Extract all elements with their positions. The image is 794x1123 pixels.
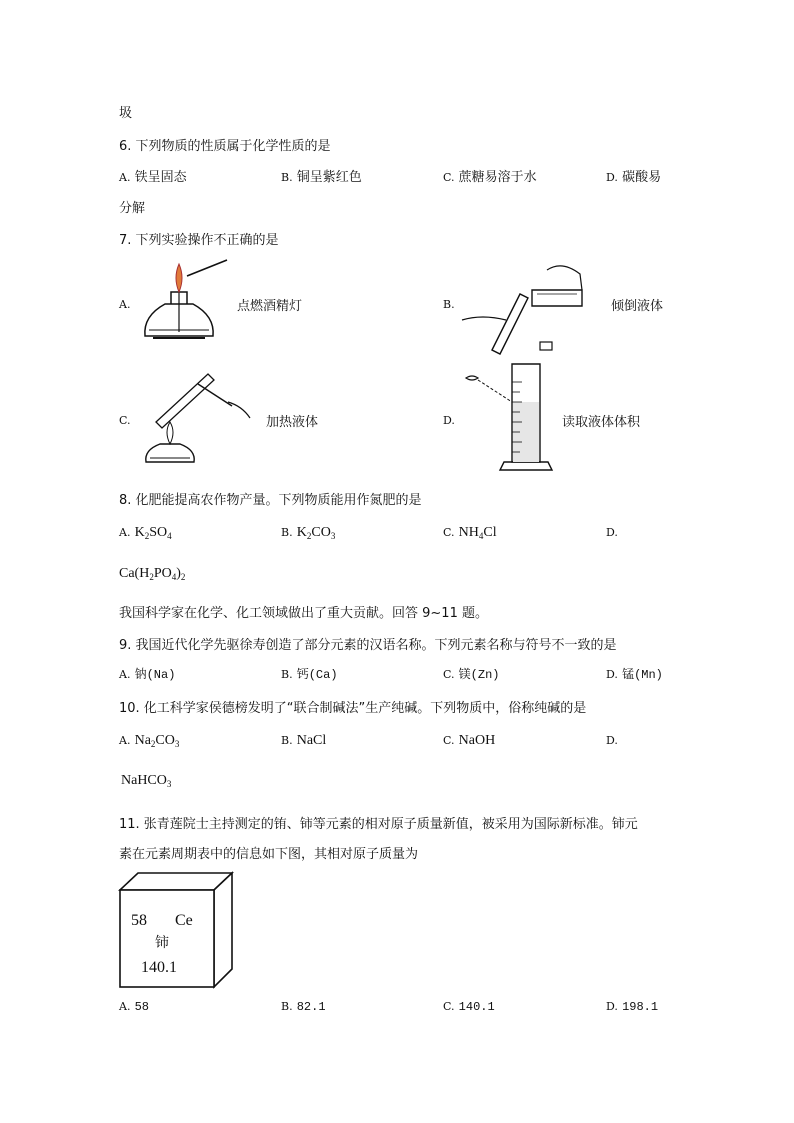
- q7-option-b-caption: 倾倒液体: [611, 299, 664, 314]
- q9-option-c[interactable]: [443, 665, 499, 682]
- q10-option-c-formula: NaOH: [458, 733, 496, 748]
- formula-part: Ca(H: [119, 566, 150, 581]
- measuring-cylinder-figure: [464, 362, 560, 472]
- element-symbol: Ce: [175, 912, 193, 929]
- q6-option-b-text: 铜呈紫红色: [296, 170, 362, 185]
- q6-option-c[interactable]: [443, 166, 537, 185]
- formula-part: NH: [458, 525, 479, 540]
- formula-part: Na: [134, 733, 151, 748]
- q8-option-b-formula: [297, 525, 336, 540]
- q10-option-b-formula: NaCl: [296, 733, 327, 748]
- q11-stem-line2: 素在元素周期表中的信息如下图，其相对原子质量为: [119, 847, 419, 862]
- q7-option-a-caption: 点燃酒精灯: [237, 299, 303, 314]
- q10-option-d-label: D.: [606, 734, 618, 747]
- q11-option-c-text: 140.1: [458, 1000, 495, 1014]
- q9-option-b-label: B.: [281, 668, 293, 681]
- q10-option-b[interactable]: [281, 733, 326, 749]
- formula-part: CO: [155, 733, 175, 748]
- q10-option-c-label: C.: [443, 734, 455, 747]
- formula-part: Cl: [483, 525, 497, 540]
- q7-option-c[interactable]: [119, 413, 131, 428]
- q8-option-c[interactable]: [443, 525, 497, 541]
- q11-option-d[interactable]: [606, 999, 658, 1014]
- q8-option-b[interactable]: [281, 525, 335, 541]
- q9-option-c-label: C.: [443, 668, 455, 681]
- q11-option-a-text: 58: [134, 1000, 149, 1014]
- formula-part: PO: [153, 566, 172, 581]
- q8-option-c-label: C.: [443, 526, 455, 539]
- q7-stem: 7. 下列实验操作不正确的是: [119, 233, 279, 248]
- q10-option-d[interactable]: [606, 733, 618, 748]
- q8-option-a-label: A.: [119, 526, 131, 539]
- q7-option-a-label: A.: [119, 298, 131, 311]
- q9-option-a-text: 钠(Na): [134, 668, 176, 682]
- q6-option-a-text: 铁呈固态: [134, 170, 187, 185]
- q11-option-c-label: C.: [443, 1000, 455, 1013]
- q6-option-a-label: A.: [119, 171, 131, 184]
- element-cell: [119, 872, 233, 988]
- formula-subscript: 4: [171, 572, 177, 582]
- formula-part: NaHCO: [121, 773, 167, 788]
- q10-option-d-formula: [121, 773, 171, 789]
- q7-option-b-label: B.: [443, 298, 455, 311]
- element-atomic-mass: 140.1: [141, 959, 177, 976]
- formula-part: ): [176, 566, 181, 581]
- q9-option-a-label: A.: [119, 668, 131, 681]
- q11-option-d-text: 198.1: [622, 1000, 659, 1014]
- q9-option-d-label: D.: [606, 668, 618, 681]
- q7-option-b[interactable]: [443, 297, 455, 312]
- alcohol-lamp-lighting-figure: [135, 256, 235, 354]
- q7-option-c-label: C.: [119, 414, 131, 427]
- formula-subscript: 2: [180, 572, 186, 582]
- formula-part: K: [134, 525, 145, 540]
- q7-option-d[interactable]: [443, 413, 455, 428]
- q11-option-b-label: B.: [281, 1000, 293, 1013]
- formula-subscript: 2: [306, 531, 312, 541]
- formula-subscript: 4: [478, 531, 484, 541]
- q6-option-d-text: 碳酸易: [622, 170, 662, 185]
- q7-option-c-caption: 加热液体: [266, 415, 319, 430]
- q8-option-a[interactable]: [119, 525, 172, 541]
- formula-subscript: 2: [149, 572, 154, 582]
- q10-option-a[interactable]: [119, 733, 179, 749]
- q11-option-a[interactable]: [119, 999, 149, 1014]
- q9-option-b-text: 钙(Ca): [296, 668, 338, 682]
- formula-subscript: 2: [150, 739, 156, 749]
- q9-option-c-text: 镁(Zn): [458, 668, 500, 682]
- pouring-liquid-figure: [462, 250, 602, 358]
- section-intro: 我国科学家在化学、化工领域做出了重大贡献。回答 9~11 题。: [119, 606, 488, 621]
- formula-subscript: 3: [330, 531, 336, 541]
- q9-stem: 9. 我国近代化学先驱徐寿创造了部分元素的汉语名称。下列元素名称与符号不一致的是: [119, 638, 617, 653]
- q10-option-c[interactable]: [443, 733, 495, 749]
- heating-liquid-figure: [138, 366, 256, 470]
- q11-stem-line1: 11. 张青莲院士主持测定的铕、铈等元素的相对原子质量新值，被采用为国际新标准。铈元: [119, 817, 638, 832]
- formula-part: SO: [149, 525, 168, 540]
- q10-option-b-label: B.: [281, 734, 293, 747]
- q6-option-b[interactable]: [281, 166, 362, 185]
- formula-part: K: [296, 525, 307, 540]
- formula-subscript: 2: [144, 531, 150, 541]
- q11-option-c[interactable]: [443, 999, 495, 1014]
- q6-option-d-wrap: 分解: [119, 201, 146, 216]
- q8-option-d[interactable]: [606, 525, 618, 540]
- formula-subscript: 3: [166, 779, 172, 789]
- q9-option-b[interactable]: [281, 665, 338, 682]
- q6-option-d[interactable]: [606, 166, 661, 185]
- text-fragment: 圾: [119, 106, 133, 121]
- q10-option-a-formula: [135, 733, 180, 748]
- formula-part: CO: [311, 525, 331, 540]
- q8-stem: 8. 化肥能提高农作物产量。下列物质能用作氮肥的是: [119, 493, 422, 508]
- q9-option-a[interactable]: [119, 665, 175, 682]
- q6-option-d-label: D.: [606, 171, 618, 184]
- q7-option-d-label: D.: [443, 414, 455, 427]
- q6-option-c-label: C.: [443, 171, 455, 184]
- q8-option-d-label: D.: [606, 526, 618, 539]
- q8-option-c-formula: [459, 525, 497, 540]
- q8-option-d-formula: [119, 566, 185, 582]
- q9-option-d-text: 锰(Mn): [622, 668, 663, 682]
- q11-option-b-text: 82.1: [296, 1000, 326, 1014]
- q11-option-a-label: A.: [119, 1000, 131, 1013]
- q6-option-c-text: 蔗糖易溶于水: [458, 170, 537, 185]
- element-atomic-number: 58: [131, 912, 147, 929]
- q10-stem: 10. 化工科学家侯德榜发明了“联合制碱法”生产纯碱。下列物质中，俗称纯碱的是: [119, 701, 587, 716]
- q7-option-d-caption: 读取液体体积: [562, 415, 641, 430]
- q11-option-d-label: D.: [606, 1000, 618, 1013]
- formula-subscript: 4: [167, 531, 172, 541]
- formula-subscript: 3: [174, 739, 180, 749]
- q6-option-b-label: B.: [281, 171, 293, 184]
- q10-option-a-label: A.: [119, 734, 131, 747]
- q8-option-b-label: B.: [281, 526, 293, 539]
- q8-option-a-formula: [135, 525, 172, 540]
- q6-stem: 6. 下列物质的性质属于化学性质的是: [119, 139, 331, 154]
- q11-option-b[interactable]: [281, 999, 326, 1014]
- q9-option-d[interactable]: [606, 665, 663, 682]
- q7-option-a[interactable]: [119, 297, 130, 312]
- element-name: 铈: [155, 935, 169, 951]
- q6-option-a[interactable]: [119, 166, 187, 185]
